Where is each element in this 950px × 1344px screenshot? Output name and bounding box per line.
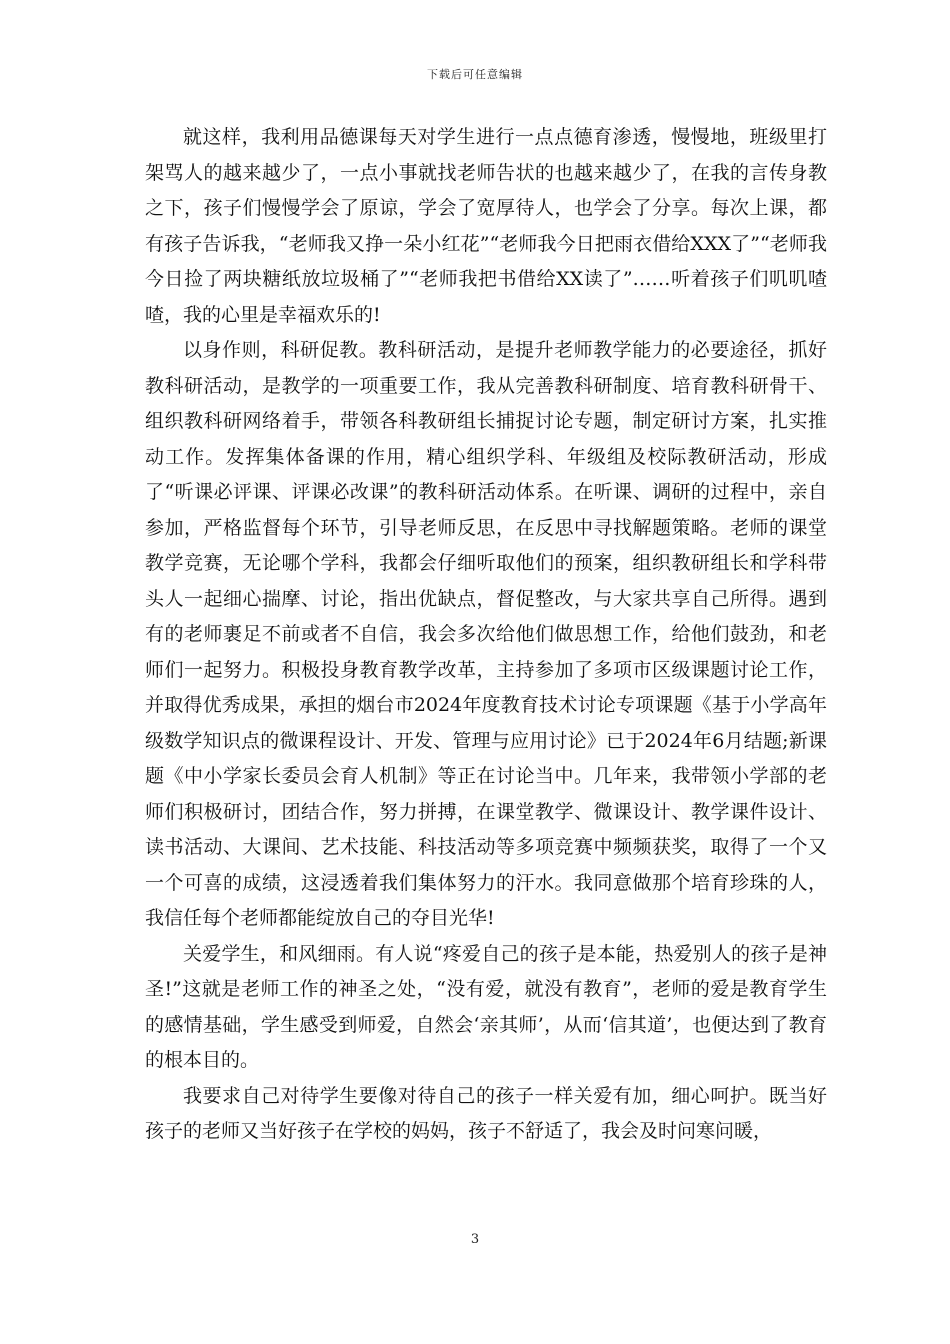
page-number: 3: [470, 1232, 480, 1247]
paragraph: 关爱学生，和风细雨。有人说“疼爱自己的孩子是本能，热爱别人的孩子是神圣!”这就是老师工作的神圣之处，“没有爱，就没有教育”，老师的爱是教育学生的感情基础，学生感受到师爱，自然会‘亲其师’，从而‘信其道’，也便达到了教育的根本目的。: [145, 942, 827, 1071]
document-body: [145, 120, 827, 1150]
page-header: 下载后可任意编辑: [427, 68, 523, 81]
paragraph: 以身作则，科研促教。教科研活动，是提升老师教学能力的必要途径，抓好教科研活动，是教学的一项重要工作，我从完善教科研制度、培育教科研骨干、组织教科研网络着手，带领各科教研组长捕捉讨论专题，制定研讨方案，扎实推动工作。发挥集体备课的作用，精心组织学科、年级组及校际教研活动，形成了“听课必评课、评课必改课”的教科研活动体系。在听课、调研的过程中，亲自参加，严格监督每个环节，引导老师反思，在反思中寻找解题策略。老师的课堂教学竞赛，无论哪个学科，我都会仔细听取他们的预案，组织教研组长和学科带头人一起细心揣摩、讨论，指出优缺点，督促整改，与大家共享自己所得。遇到有的老师裹足不前或者不自信，我会多次给他们做思想工作，给他们鼓劲，和老师们一起努力。积极投身教育教学改革，主持参加了多项市区级课题讨论工作，并取得优秀成果，承担的烟台市2024年度教育技术讨论专项课题《基于小学高年级数学知识点的微课程设计、开发、管理与应用讨论》已于2024年6月结题;新课题《中小学家长委员会育人机制》等正在讨论当中。几年来，我带领小学部的老师们积极研讨，团结合作，努力拼搏，在课堂教学、微课设计、教学课件设计、读书活动、大课间、艺术技能、科技活动等多项竞赛中频频获奖，取得了一个又一个可喜的成绩，这浸透着我们集体努力的汗水。我同意做那个培育珍珠的人，我信任每个老师都能绽放自己的夺目光华!: [145, 339, 827, 929]
paragraph: 就这样，我利用品德课每天对学生进行一点点德育渗透，慢慢地，班级里打架骂人的越来越少了，一点小事就找老师告状的也越来越少了，在我的言传身教之下，孩子们慢慢学会了原谅，学会了宽厚待人，也学会了分享。每次上课，都有孩子告诉我，“老师我又挣一朵小红花”“老师我今日把雨衣借给XXX了”“老师我今日捡了两块糖纸放垃圾桶了”“老师我把书借给XX读了”……听着孩子们叽叽喳喳，我的心里是幸福欢乐的!: [145, 126, 827, 326]
paragraph: 我要求自己对待学生要像对待自己的孩子一样关爱有加，细心呵护。既当好孩子的老师又当好孩子在学校的妈妈，孩子不舒适了，我会及时问寒问暖，: [145, 1084, 827, 1142]
